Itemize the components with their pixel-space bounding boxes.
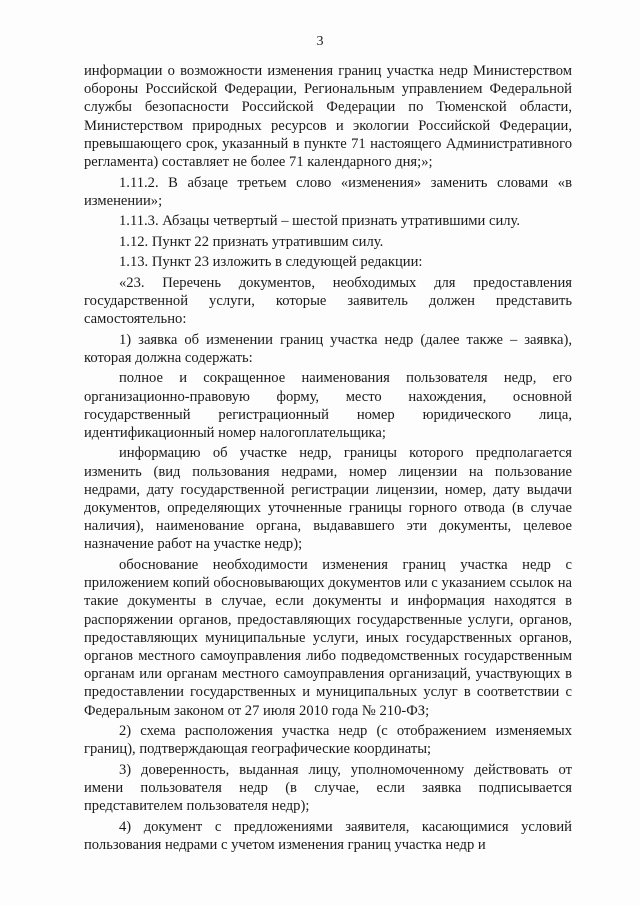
paragraph: 1.11.3. Абзацы четвертый – шестой признать утратившими силу. <box>119 213 521 230</box>
paragraph: 4) документ с предложениями заявителя, касающимися условий пользования недрами с учетом изменения границ участка недр и <box>84 818 572 853</box>
paragraph: 1.11.2. В абзаце третьем слово «изменения» заменить словами «в изменении»; <box>84 174 572 209</box>
paragraph: «23. Перечень документов, необходимых для предоставления государственной услуги, которые заявитель должен представить самостоятельно: <box>84 274 572 328</box>
paragraph: 1.13. Пункт 23 изложить в следующей редакции: <box>119 254 423 271</box>
paragraph: 1) заявка об изменении границ участка недр (далее также – заявка), которая должна содержать: <box>84 331 572 366</box>
paragraph: 3) доверенность, выданная лицу, уполномоченному действовать от имени пользователя недр (в случае, если заявка подписывается представителем пользователя недр); <box>84 761 572 815</box>
paragraph: 1.12. Пункт 22 признать утратившим силу. <box>119 233 384 250</box>
paragraph: обоснование необходимости изменения границ участка недр с приложением копий обосновывающих документов или с указанием ссылок на такие документы в случае, если документы и информация находятся в распоряжении органов, предоставляющих государственные услуги, органов, предоставляющих муниципальные услуги, иных государственных органов, органов местного самоуправления либо подведомственных государственным органам или органам местного самоуправления организаций, участвующих в предоставлении государственных и муниципальных услуг в соответствии с Федеральным законом от 27 июля 2010 года № 210-ФЗ; <box>84 556 572 719</box>
document-body <box>84 62 572 854</box>
page-number: 3 <box>316 34 324 49</box>
paragraph: информации о возможности изменения границ участка недр Министерством обороны Российской Федерации, Региональным управлением Федеральной службы безопасности Российской Федерации по Тюменской области, Министерством природных ресурсов и экологии Российской Федерации, превышающего срок, указанный в пункте 71 настоящего Административного регламента) составляет не более 71 календарного дня;»; <box>84 63 572 171</box>
paragraph: полное и сокращенное наименования пользователя недр, его организационно-правовую форму, место нахождения, основной государственный регистрационный номер юридического лица, идентификационный номер налогоплательщика; <box>84 370 572 441</box>
paragraph: информацию об участке недр, границы которого предполагается изменить (вид пользования недрами, номер лицензии на пользование недрами, дату государственной регистрации лицензии, номер, дату выдачи документов, определяющих уточненные границы горного отвода (в случае наличия), наименование органа, выдававшего эти документы, целевое назначение работ на участке недр); <box>84 445 572 553</box>
paragraph: 2) схема расположения участка недр (с отображением изменяемых границ), подтверждающая географические координаты; <box>84 723 572 758</box>
